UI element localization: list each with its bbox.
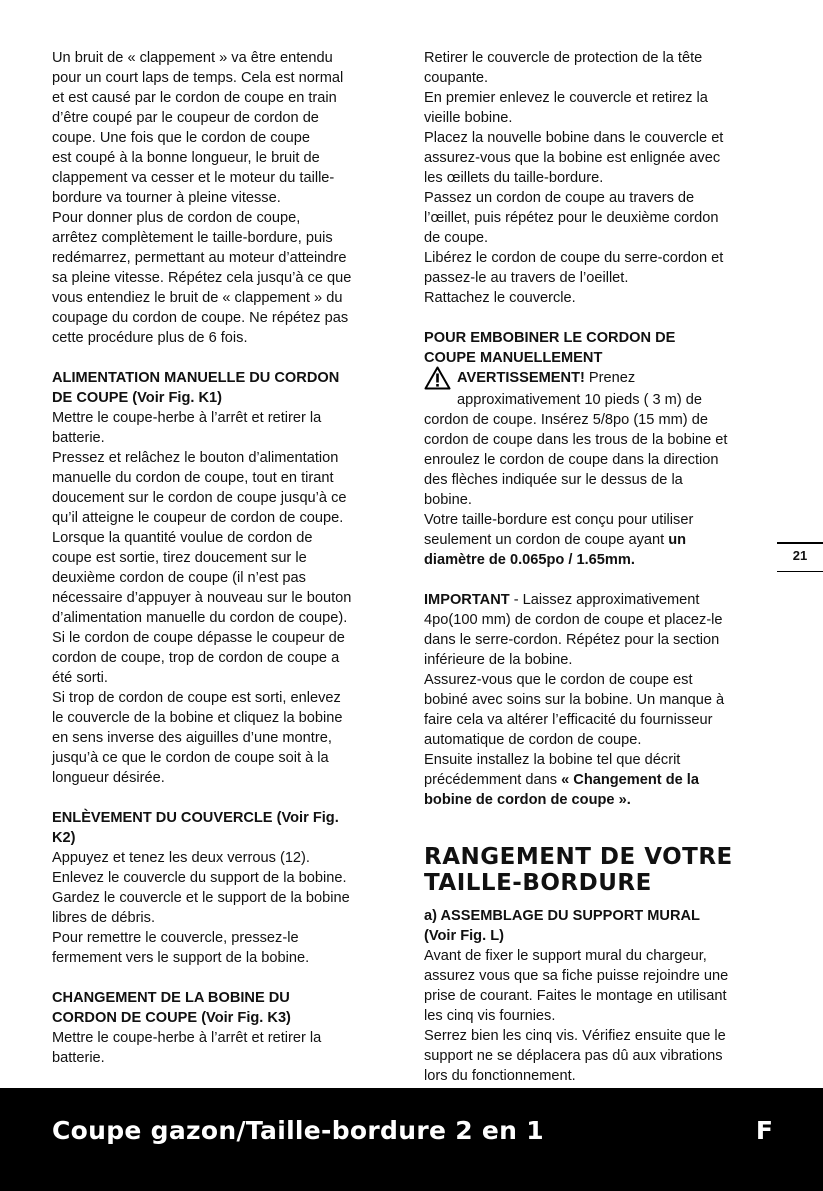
text-line: sa pleine vitesse. Répétez cela jusqu’à ce que <box>52 270 352 286</box>
language-letter: F <box>755 1116 773 1145</box>
text-line: inférieure de la bobine. <box>424 652 573 668</box>
section-important <box>424 590 772 810</box>
important-label: IMPORTANT <box>424 592 510 608</box>
warning-label: AVERTISSEMENT! <box>457 370 585 386</box>
spool-change-continued <box>424 48 772 308</box>
text-line: de coupe. <box>424 230 489 246</box>
section-spool-change <box>52 988 394 1068</box>
text-span: - Laissez approximativement <box>509 592 700 608</box>
page-number-tab <box>777 542 823 572</box>
section-heading: CORDON DE COUPE (Voir Fig. K3) <box>52 1010 291 1026</box>
section-heading: (Voir Fig. L) <box>424 928 504 944</box>
bold-text: bobine de cordon de coupe ». <box>424 792 631 808</box>
text-line: longueur désirée. <box>52 770 165 786</box>
text-line: coupe est sortie, tirez doucement sur le <box>52 550 307 566</box>
text-line: est coupé à la bonne longueur, le bruit de <box>52 150 320 166</box>
text-line: des flèches indiquée sur le dessus de la <box>424 472 683 488</box>
text-line: en sens inverse des aiguilles d’une montre, <box>52 730 332 746</box>
section-heading: ALIMENTATION MANUELLE DU CORDON <box>52 370 340 386</box>
text-line: vous entendiez le bruit de « clappement » du <box>52 290 343 306</box>
text-line: les cinq vis fournies. <box>424 1008 556 1024</box>
footer-bar <box>0 1088 823 1191</box>
text-line: libres de débris. <box>52 910 156 926</box>
text-line: l’œillet, puis répétez pour le deuxième cordon <box>424 210 719 226</box>
text-line: deuxième cordon de coupe (il n’est pas <box>52 570 306 586</box>
text-line: Serrez bien les cinq vis. Vérifiez ensuite que le <box>424 1028 726 1044</box>
text-line: enroulez le cordon de coupe dans la direction <box>424 452 719 468</box>
text-line: doucement sur le cordon de coupe jusqu’à ce <box>52 490 347 506</box>
section-heading: POUR EMBOBINER LE CORDON DE <box>424 330 676 346</box>
text-line: d’être coupé par le coupeur de cordon de <box>52 110 319 126</box>
text-line: qu’il atteigne le coupeur de cordon de coupe. <box>52 510 344 526</box>
text-line: cette procédure plus de 6 fois. <box>52 330 248 346</box>
text-line: Ensuite installez la bobine tel que décrit <box>424 752 681 768</box>
text-line: et est causé par le cordon de coupe en train <box>52 90 337 106</box>
text-line: 4po(100 mm) de cordon de coupe et placez-le <box>424 612 723 628</box>
intro-paragraph <box>52 48 394 348</box>
text-line: pour un court laps de temps. Cela est normal <box>52 70 344 86</box>
text-line: cordon de coupe, trop de cordon de coupe a <box>52 650 340 666</box>
text-line: coupe. Une fois que le cordon de coupe <box>52 130 311 146</box>
text-line: bobine. <box>424 492 472 508</box>
text-line: bordure va tourner à pleine vitesse. <box>52 190 281 206</box>
text-line: Rattachez le couvercle. <box>424 290 576 306</box>
section-heading: a) ASSEMBLAGE DU SUPPORT MURAL <box>424 908 700 924</box>
text-line: nécessaire d’appuyer à nouveau sur le bouton <box>52 590 352 606</box>
footer-title: Coupe gazon/Taille-bordure 2 en 1 <box>52 1116 544 1145</box>
section-storage <box>424 844 772 1086</box>
text-line: Mettre le coupe-herbe à l’arrêt et retirer la <box>52 410 322 426</box>
text-line: manuelle du cordon de coupe, tout en tirant <box>52 470 334 486</box>
text-line: Si trop de cordon de coupe est sorti, enlevez <box>52 690 341 706</box>
right-column <box>424 48 772 1086</box>
text-line: Retirer le couvercle de protection de la tête <box>424 50 703 66</box>
text-line: Votre taille-bordure est conçu pour utiliser <box>424 512 694 528</box>
left-column <box>52 48 394 1068</box>
text-line <box>424 530 772 550</box>
warning-line <box>424 368 772 390</box>
storage-title: TAILLE-BORDURE <box>424 870 652 896</box>
text-line <box>424 590 772 610</box>
warning-text: Prenez <box>584 370 636 386</box>
text-line: Placez la nouvelle bobine dans le couvercle et <box>424 130 724 146</box>
text-line: passez-le au travers de l’oeillet. <box>424 270 629 286</box>
section-heading: ENLÈVEMENT DU COUVERCLE (Voir Fig. <box>52 810 339 826</box>
section-manual-winding <box>424 328 772 570</box>
section-heading: K2) <box>52 830 76 846</box>
text-line: support ne se déplacera pas dû aux vibrations <box>424 1048 723 1064</box>
section-heading: COUPE MANUELLEMENT <box>424 350 603 366</box>
text-line: clappement va cesser et le moteur du taille- <box>52 170 335 186</box>
storage-title: RANGEMENT DE VOTRE <box>424 844 733 870</box>
section-manual-feed <box>52 368 394 788</box>
section-heading: CHANGEMENT DE LA BOBINE DU <box>52 990 290 1006</box>
text-line: automatique de cordon de coupe. <box>424 732 642 748</box>
text-line: coupante. <box>424 70 489 86</box>
text-line: redémarrez, permettant au moteur d’atteindre <box>52 250 347 266</box>
text-line: Enlevez le couvercle du support de la bobine. <box>52 870 347 886</box>
page-number: 21 <box>792 548 808 563</box>
text-line: lors du fonctionnement. <box>424 1068 576 1084</box>
text-line: Assurez-vous que le cordon de coupe est <box>424 672 693 688</box>
text-line: Passez un cordon de coupe au travers de <box>424 190 695 206</box>
text-line: En premier enlevez le couvercle et retirez la <box>424 90 708 106</box>
text-line: Un bruit de « clappement » va être entendu <box>52 50 333 66</box>
text-line: les œillets du taille-bordure. <box>424 170 604 186</box>
text-line: dans le serre-cordon. Répétez pour la section <box>424 632 720 648</box>
section-cover-removal <box>52 808 394 968</box>
text-line: cordon de coupe. Insérez 5/8po (15 mm) de <box>424 412 708 428</box>
text-line: Pour donner plus de cordon de coupe, <box>52 210 301 226</box>
warning-triangle-icon <box>424 366 451 390</box>
text-line <box>424 770 772 790</box>
bold-text: « Changement de la <box>561 772 699 788</box>
text-line: fermement vers le support de la bobine. <box>52 950 310 966</box>
text-line: prise de courant. Faites le montage en utilisant <box>424 988 727 1004</box>
text-line: arrêtez complètement le taille-bordure, puis <box>52 230 333 246</box>
section-heading: DE COUPE (Voir Fig. K1) <box>52 390 223 406</box>
text-line: Appuyez et tenez les deux verrous (12). <box>52 850 310 866</box>
text-line: batterie. <box>52 430 105 446</box>
text-line: jusqu’à ce que le cordon de coupe soit à la <box>52 750 329 766</box>
text-line: assurez vous que sa fiche puisse rejoindre une <box>424 968 729 984</box>
text-line: d’alimentation manuelle du cordon de coupe). <box>52 610 348 626</box>
text-span: précédemment dans <box>424 772 562 788</box>
text-line: approximativement 10 pieds ( 3 m) de <box>457 392 702 408</box>
text-line: faire cela va altérer l’efficacité du fournisseur <box>424 712 713 728</box>
text-line: le couvercle de la bobine et cliquez la bobine <box>52 710 343 726</box>
text-line: été sorti. <box>52 670 108 686</box>
bold-text: un <box>668 532 687 548</box>
text-line: coupage du cordon de coupe. Ne répétez pas <box>52 310 349 326</box>
text-line: Pour remettre le couvercle, pressez-le <box>52 930 299 946</box>
text-line: Lorsque la quantité voulue de cordon de <box>52 530 313 546</box>
text-line: batterie. <box>52 1050 105 1066</box>
text-line: Si le cordon de coupe dépasse le coupeur de <box>52 630 345 646</box>
text-line: Gardez le couvercle et le support de la bobine <box>52 890 350 906</box>
text-line: Mettre le coupe-herbe à l’arrêt et retirer la <box>52 1030 322 1046</box>
text-span: seulement un cordon de coupe ayant <box>424 532 669 548</box>
text-line: vieille bobine. <box>424 110 513 126</box>
text-line: Libérez le cordon de coupe du serre-cordon et <box>424 250 724 266</box>
text-line: assurez-vous que la bobine est enlignée avec <box>424 150 721 166</box>
text-line: cordon de coupe dans les trous de la bobine et <box>424 432 728 448</box>
text-line: Pressez et relâchez le bouton d’alimentation <box>52 450 339 466</box>
text-line: Avant de fixer le support mural du chargeur, <box>424 948 707 964</box>
bold-text: diamètre de 0.065po / 1.65mm. <box>424 552 635 568</box>
text-line: bobiné avec soins sur la bobine. Un manque à <box>424 692 725 708</box>
